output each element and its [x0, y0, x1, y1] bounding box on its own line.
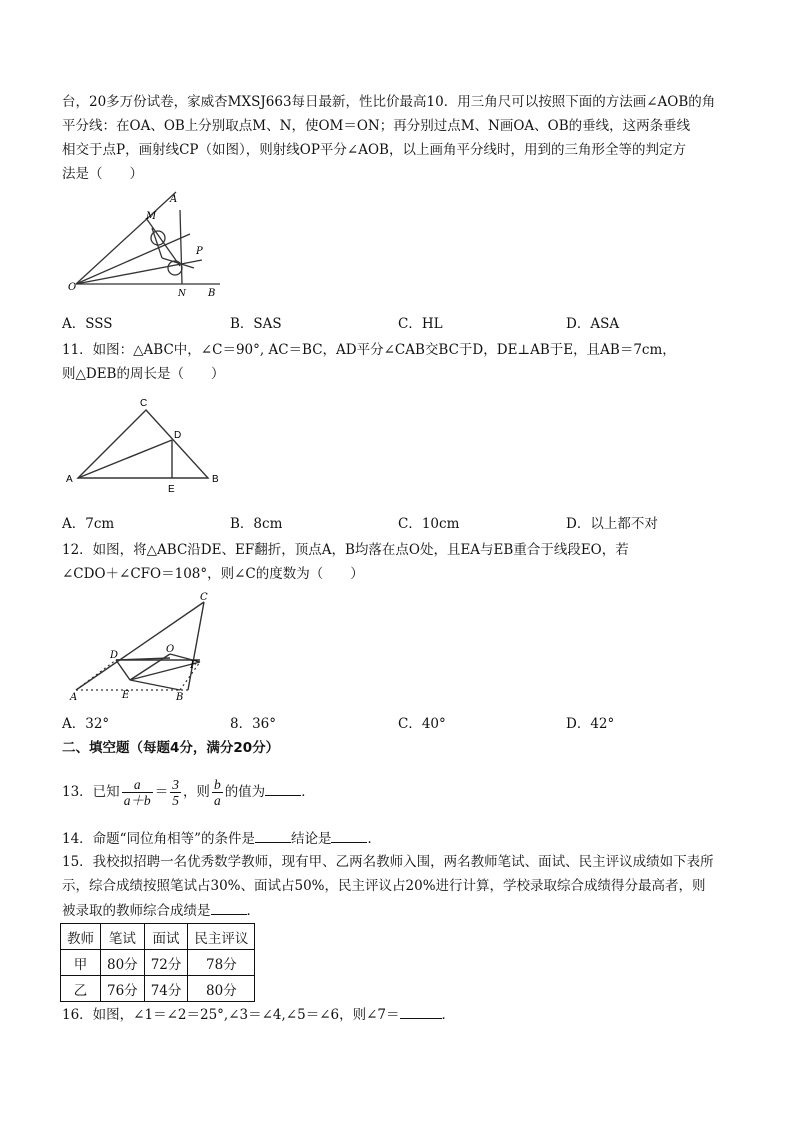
q15-line-2: 示，综合成绩按照笔试占30%、面试占50%，民主评议占20%进行计算，学校录取综合成绩得分最高者，则 — [62, 878, 706, 894]
q14-end: ． — [367, 831, 381, 847]
q11-label-E: E — [168, 484, 175, 495]
q11-label-C: C — [140, 398, 148, 409]
q13-answer-blank[interactable] — [265, 781, 301, 796]
q13-fraction-1 — [122, 777, 153, 808]
q13-frac3-den: a — [213, 793, 221, 808]
q13-frac1-den: a＋b — [123, 793, 151, 808]
table-row — [61, 976, 255, 1002]
q15-end: ． — [246, 903, 260, 919]
q15-answer-blank[interactable] — [211, 900, 247, 915]
q15-score-table — [60, 923, 255, 1002]
q11-label-B: B — [212, 474, 219, 485]
q14-part-2: 结论是 — [290, 831, 332, 847]
q13-eq: ＝ — [154, 784, 169, 800]
table-header-cell: 面试 — [144, 924, 188, 950]
q11-label-D: D — [174, 430, 182, 441]
q10-line-4: 法是（ ） — [62, 166, 143, 182]
table-cell: 乙 — [61, 976, 101, 1002]
q12-label-D: D — [110, 650, 119, 661]
q10-label-B: B — [208, 288, 216, 299]
q16-line — [62, 1004, 455, 1025]
q10-figure — [62, 188, 232, 300]
section-2-title: 二、填空题（每题4分，满分20分） — [62, 740, 280, 756]
q12-label-A: A — [70, 692, 78, 703]
table-cell: 72分 — [144, 950, 188, 976]
q12-label-B: B — [176, 692, 184, 703]
q13-line — [62, 774, 315, 810]
q11-choice-d: D．以上都不对 — [566, 516, 658, 532]
q11-choice-c: C．10cm — [398, 516, 460, 532]
q15-line-3-text: 被录取的教师综合成绩是 — [62, 903, 211, 919]
q10-line-2: 平分线：在OA、OB上分别取点M、N，使OM＝ON；再分别过点M、N画OA、OB的垂线，这两条垂线 — [62, 118, 691, 134]
q13-suffix: 的值为 — [224, 784, 266, 800]
q12-label-F: F — [190, 660, 197, 671]
q11-line-1: 11．如图：△ABC中，∠C＝90°, AC＝BC，AD平分∠CAB交BC于D，DE⊥AB于E，且AB＝7cm， — [62, 342, 676, 358]
table-header-row — [61, 924, 255, 950]
q10-line-3: 相交于点P，画射线CP（如图），则射线OP平分∠AOB，以上画角平分线时，用到的三角形全等的判定方 — [62, 142, 686, 158]
table-cell: 74分 — [144, 976, 188, 1002]
q13-fraction-3 — [212, 777, 223, 808]
q11-label-A: A — [66, 474, 73, 485]
q15-line-3 — [62, 900, 260, 921]
q14-conclusion-blank[interactable] — [331, 828, 367, 843]
q11-figure — [62, 392, 227, 502]
q12-figure — [62, 590, 227, 705]
q10-line-1: 台，20多万份试卷，家威杏MXSJ663每日最新，性比价最高10．用三角尺可以按照下面的方法画∠AOB的角 — [62, 94, 716, 110]
q12-choice-d: D．42° — [566, 716, 615, 732]
q16-answer-blank[interactable] — [400, 1004, 442, 1019]
q10-label-O: O — [68, 282, 77, 293]
table-cell: 80分 — [188, 976, 255, 1002]
q11-choice-a: A．7cm — [62, 516, 115, 532]
q14-line — [62, 828, 381, 849]
q12-line-2: ∠CDO＋∠CFO＝108°，则∠C的度数为（ ） — [62, 566, 364, 582]
q12-label-E: E — [122, 690, 130, 701]
table-header-cell: 教师 — [61, 924, 101, 950]
q12-choice-c: C．40° — [398, 716, 446, 732]
q12-label-O: O — [166, 644, 175, 655]
table-cell: 76分 — [101, 976, 145, 1002]
table-cell: 78分 — [188, 950, 255, 976]
q14-condition-blank[interactable] — [255, 828, 291, 843]
q14-part-1: 14．命题“同位角相等”的条件是 — [62, 831, 255, 847]
q13-end: ． — [301, 784, 315, 800]
q12-choice-a: A．32° — [62, 716, 110, 732]
q10-choice-d: D．ASA — [566, 316, 620, 332]
q12-label-C: C — [200, 592, 208, 603]
q10-label-A: A — [170, 194, 178, 205]
q13-prefix: 13．已知 — [62, 784, 120, 800]
table-cell: 甲 — [61, 950, 101, 976]
table-row — [61, 950, 255, 976]
q10-label-N: N — [178, 289, 186, 299]
q13-mid: ，则 — [182, 784, 210, 800]
table-header-cell: 笔试 — [101, 924, 145, 950]
q13-frac2-num: 3 — [172, 777, 179, 792]
q10-choice-a: A．SSS — [62, 316, 113, 332]
table-cell: 80分 — [101, 950, 145, 976]
q13-frac1-num: a — [122, 777, 153, 793]
q11-choice-b: B．8cm — [230, 516, 283, 532]
q10-label-P: P — [196, 246, 203, 257]
q15-line-1: 15．我校拟招聘一名优秀数学教师，现有甲、乙两名教师入围，两名教师笔试、面试、民主评议成绩如下表所 — [62, 854, 714, 870]
q13-frac2-den: 5 — [172, 793, 179, 808]
q16-text: 16．如图，∠1＝∠2＝25°,∠3＝∠4,∠5＝∠6，则∠7＝ — [62, 1007, 400, 1023]
q10-label-M: M — [146, 211, 157, 222]
q10-choice-b: B．SAS — [230, 316, 282, 332]
q12-choice-b: 8．36° — [230, 716, 277, 732]
q13-frac3-num: b — [213, 777, 221, 792]
q13-fraction-2 — [170, 777, 181, 808]
q11-line-2: 则△DEB的周长是（ ） — [62, 366, 225, 382]
q12-line-1: 12．如图，将△ABC沿DE、EF翻折，顶点A，B均落在点O处，且EA与EB重合于线段EO，若 — [62, 542, 629, 558]
q16-end: ． — [441, 1007, 455, 1023]
table-header-cell: 民主评议 — [188, 924, 255, 950]
q10-choice-c: C．HL — [398, 316, 443, 332]
